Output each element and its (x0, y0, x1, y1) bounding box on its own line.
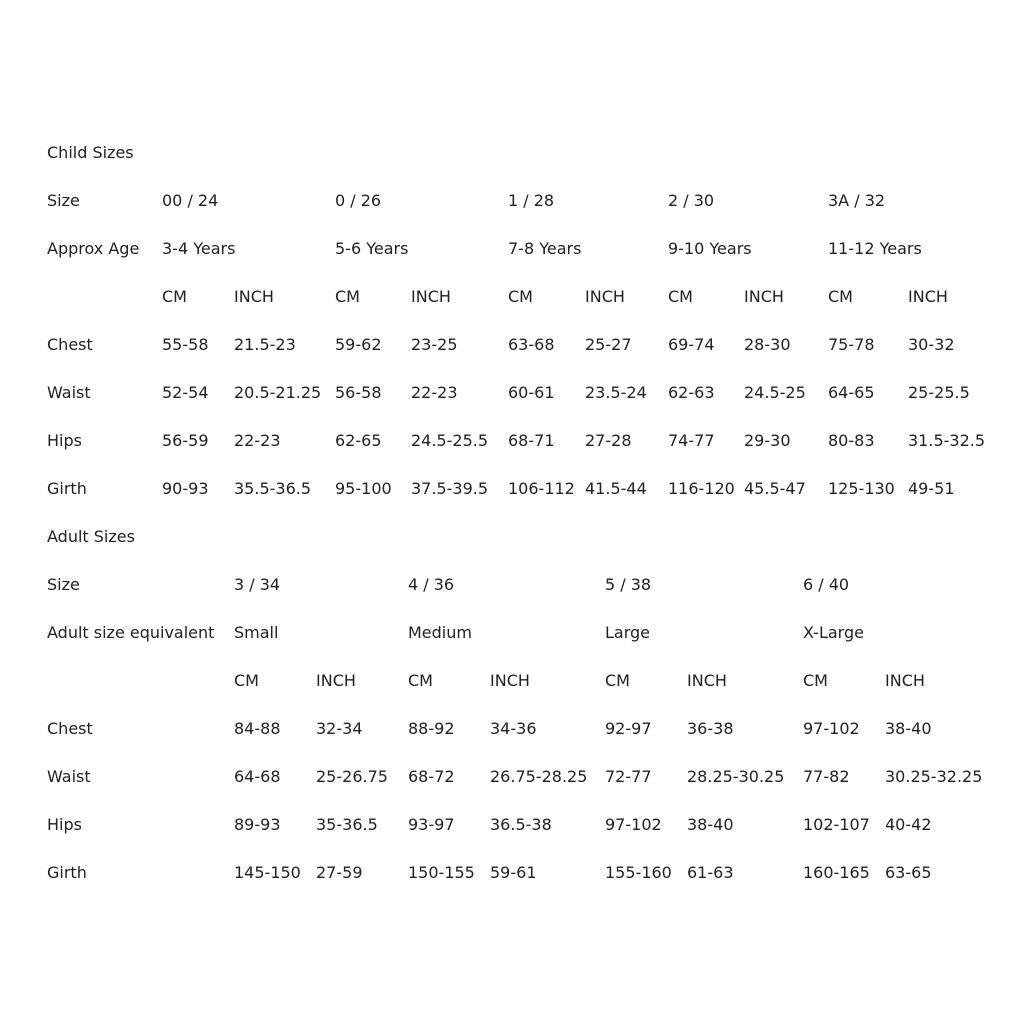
adult-equivalent-value: Small (234, 623, 279, 642)
child-cell: 45.5-47 (744, 479, 806, 498)
adult-cell: 36-38 (687, 719, 734, 738)
child-cell: 63-68 (508, 335, 555, 354)
adult-unit-inch: INCH (316, 671, 356, 690)
child-cell: 24.5-25.5 (411, 431, 489, 450)
child-cell: 22-23 (411, 383, 458, 402)
child-cell: 21.5-23 (234, 335, 296, 354)
child-cell: 90-93 (162, 479, 209, 498)
child-cell: 23.5-24 (585, 383, 647, 402)
child-cell: 68-71 (508, 431, 555, 450)
adult-size-value: 5 / 38 (605, 575, 652, 594)
adult-cell: 155-160 (605, 863, 672, 882)
child-cell: 24.5-25 (744, 383, 806, 402)
child-cell: 69-74 (668, 335, 715, 354)
child-size-value: 3A / 32 (828, 191, 886, 210)
adult-cell: 35-36.5 (316, 815, 378, 834)
adult-cell: 68-72 (408, 767, 455, 786)
adult-unit-cm: CM (234, 671, 259, 690)
adult-cell: 40-42 (885, 815, 932, 834)
adult-cell: 84-88 (234, 719, 281, 738)
child-unit-cm: CM (668, 287, 693, 306)
child-cell: 116-120 (668, 479, 735, 498)
adult-cell: 145-150 (234, 863, 301, 882)
child-cell: 59-62 (335, 335, 382, 354)
child-age-value: 7-8 Years (508, 239, 582, 258)
adult-cell: 61-63 (687, 863, 734, 882)
adult-cell: 27-59 (316, 863, 363, 882)
adult-row-label: Waist (47, 767, 91, 786)
adult-unit-inch: INCH (687, 671, 727, 690)
child-unit-cm: CM (828, 287, 853, 306)
adult-equivalent-value: Medium (408, 623, 472, 642)
adult-cell: 36.5-38 (490, 815, 552, 834)
child-row-label: Chest (47, 335, 93, 354)
adult-cell: 89-93 (234, 815, 281, 834)
child-row-label: Waist (47, 383, 91, 402)
adult-equivalent-label: Adult size equivalent (47, 623, 215, 642)
adult-cell: 72-77 (605, 767, 652, 786)
adult-cell: 26.75-28.25 (490, 767, 588, 786)
child-cell: 52-54 (162, 383, 209, 402)
child-unit-cm: CM (335, 287, 360, 306)
child-cell: 37.5-39.5 (411, 479, 489, 498)
child-cell: 27-28 (585, 431, 632, 450)
child-cell: 22-23 (234, 431, 281, 450)
adult-cell: 25-26.75 (316, 767, 388, 786)
child-cell: 74-77 (668, 431, 715, 450)
adult-cell: 34-36 (490, 719, 537, 738)
child-cell: 49-51 (908, 479, 955, 498)
child-unit-cm: CM (162, 287, 187, 306)
child-age-value: 3-4 Years (162, 239, 236, 258)
child-age-label: Approx Age (47, 239, 140, 258)
child-cell: 80-83 (828, 431, 875, 450)
adult-unit-inch: INCH (885, 671, 925, 690)
adult-unit-cm: CM (803, 671, 828, 690)
child-cell: 31.5-32.5 (908, 431, 986, 450)
child-unit-inch: INCH (234, 287, 274, 306)
child-cell: 41.5-44 (585, 479, 647, 498)
adult-size-value: 6 / 40 (803, 575, 850, 594)
child-age-value: 9-10 Years (668, 239, 752, 258)
adult-row-label: Girth (47, 863, 87, 882)
adult-cell: 93-97 (408, 815, 455, 834)
child-cell: 75-78 (828, 335, 875, 354)
adult-size-value: 3 / 34 (234, 575, 281, 594)
child-size-value: 1 / 28 (508, 191, 555, 210)
adult-cell: 38-40 (885, 719, 932, 738)
adult-cell: 64-68 (234, 767, 281, 786)
adult-sizes-heading: Adult Sizes (47, 527, 135, 546)
adult-cell: 32-34 (316, 719, 363, 738)
child-cell: 25-25.5 (908, 383, 970, 402)
child-unit-cm: CM (508, 287, 533, 306)
child-unit-inch: INCH (585, 287, 625, 306)
child-cell: 56-59 (162, 431, 209, 450)
adult-cell: 63-65 (885, 863, 932, 882)
child-cell: 106-112 (508, 479, 575, 498)
child-row-label: Hips (47, 431, 82, 450)
child-cell: 20.5-21.25 (234, 383, 322, 402)
adult-unit-cm: CM (605, 671, 630, 690)
adult-equivalent-value: X-Large (803, 623, 864, 642)
child-unit-inch: INCH (908, 287, 948, 306)
adult-unit-cm: CM (408, 671, 433, 690)
child-cell: 55-58 (162, 335, 209, 354)
adult-cell: 102-107 (803, 815, 870, 834)
child-cell: 28-30 (744, 335, 791, 354)
child-cell: 125-130 (828, 479, 895, 498)
child-cell: 23-25 (411, 335, 458, 354)
child-cell: 64-65 (828, 383, 875, 402)
child-age-value: 11-12 Years (828, 239, 922, 258)
adult-size-label: Size (47, 575, 80, 594)
adult-cell: 30.25-32.25 (885, 767, 983, 786)
child-size-value: 0 / 26 (335, 191, 382, 210)
adult-row-label: Hips (47, 815, 82, 834)
adult-unit-inch: INCH (490, 671, 530, 690)
child-cell: 29-30 (744, 431, 791, 450)
child-size-label: Size (47, 191, 80, 210)
adult-cell: 59-61 (490, 863, 537, 882)
adult-cell: 97-102 (605, 815, 662, 834)
child-cell: 62-65 (335, 431, 382, 450)
adult-cell: 88-92 (408, 719, 455, 738)
child-cell: 56-58 (335, 383, 382, 402)
adult-cell: 150-155 (408, 863, 475, 882)
adult-cell: 38-40 (687, 815, 734, 834)
child-unit-inch: INCH (411, 287, 451, 306)
adult-cell: 160-165 (803, 863, 870, 882)
child-cell: 30-32 (908, 335, 955, 354)
child-cell: 25-27 (585, 335, 632, 354)
child-sizes-heading: Child Sizes (47, 143, 134, 162)
child-size-value: 00 / 24 (162, 191, 219, 210)
child-age-value: 5-6 Years (335, 239, 409, 258)
adult-equivalent-value: Large (605, 623, 651, 642)
adult-cell: 77-82 (803, 767, 850, 786)
child-cell: 35.5-36.5 (234, 479, 312, 498)
child-unit-inch: INCH (744, 287, 784, 306)
adult-cell: 92-97 (605, 719, 652, 738)
adult-row-label: Chest (47, 719, 93, 738)
adult-cell: 28.25-30.25 (687, 767, 785, 786)
child-size-value: 2 / 30 (668, 191, 715, 210)
adult-cell: 97-102 (803, 719, 860, 738)
child-cell: 95-100 (335, 479, 392, 498)
child-cell: 60-61 (508, 383, 555, 402)
child-row-label: Girth (47, 479, 87, 498)
adult-size-value: 4 / 36 (408, 575, 455, 594)
child-cell: 62-63 (668, 383, 715, 402)
